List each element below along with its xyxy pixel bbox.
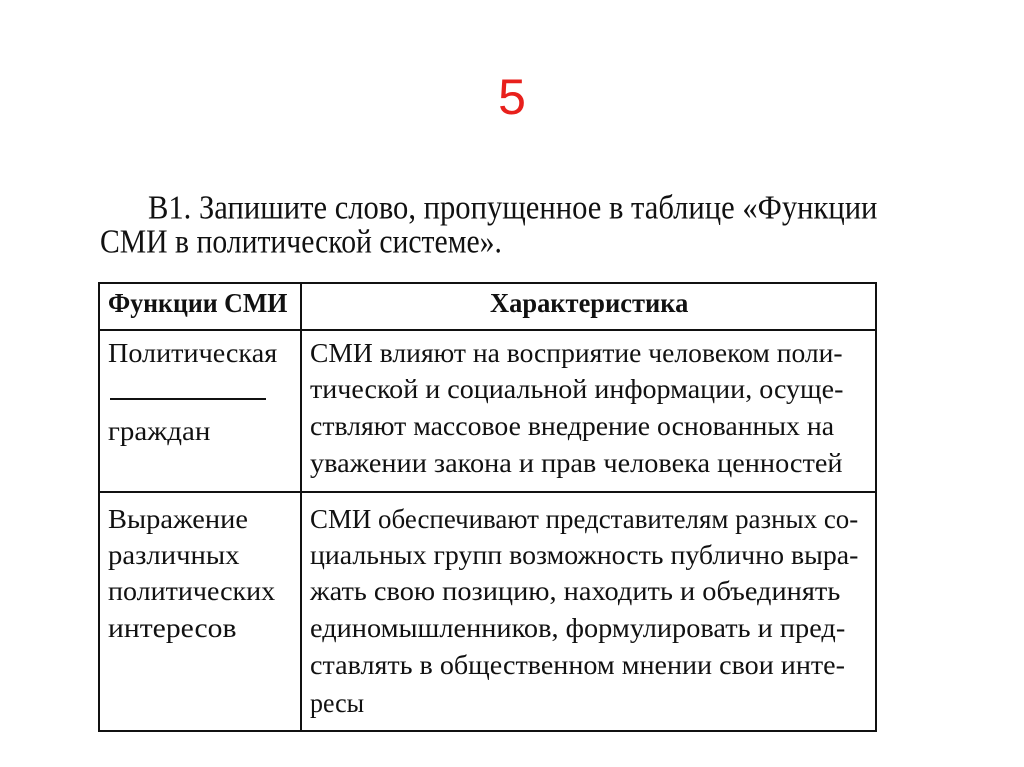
header-characteristic: Характеристика	[490, 288, 689, 319]
row1-function-line: граждан	[108, 416, 211, 447]
row2-description-line: СМИ обеспечивают представителям разных со-	[310, 504, 859, 535]
row2-function-line: политических	[108, 576, 276, 607]
row2-description-line: жать свою позицию, находить и объединять	[310, 576, 841, 607]
row1-description-line: ствляют массовое внедрение основанных на	[310, 411, 835, 442]
row1-description-line: тической и социальной информации, осуще-	[310, 374, 844, 405]
missing-word-blank	[110, 398, 266, 400]
row2-description-line: циальных групп возможность публично выра-	[310, 540, 859, 571]
row2-function-line: Выражение	[108, 504, 248, 535]
row-divider	[98, 491, 877, 493]
column-divider	[300, 282, 302, 732]
header-divider	[98, 329, 877, 331]
row2-description-line: ресы	[310, 688, 365, 719]
row1-description-line: уважении закона и прав человека ценностей	[310, 448, 843, 479]
row2-function-line: различных	[108, 540, 240, 571]
task-line-1: В1. Запишите слово, пропущенное в таблице «Функции	[148, 187, 878, 227]
row2-description-line: единомышленников, формулировать и пред-	[310, 613, 846, 644]
row2-function-line: интересов	[108, 613, 237, 644]
row1-description-line: СМИ влияют на восприятие человеком поли-	[310, 338, 843, 369]
header-functions: Функции СМИ	[108, 288, 288, 319]
slide-number: 5	[498, 69, 526, 125]
row1-function-line: Политическая	[108, 338, 278, 369]
row2-description-line: ставлять в общественном мнении свои инте-	[310, 650, 845, 681]
task-line-2: СМИ в политической системе».	[100, 221, 502, 261]
